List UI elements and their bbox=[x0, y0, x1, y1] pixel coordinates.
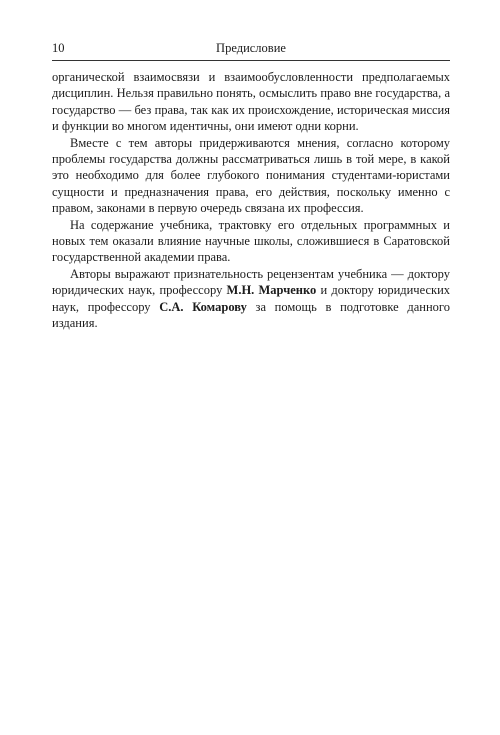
paragraph-4 bbox=[52, 266, 450, 332]
paragraph-4-part-3: за помощь в подготовке данного издания. bbox=[52, 299, 450, 331]
book-page bbox=[52, 40, 450, 332]
section-title: Предисловие bbox=[216, 41, 286, 55]
body-text bbox=[52, 69, 450, 332]
header-rule bbox=[52, 60, 450, 61]
paragraph-3: На содержание учебника, трактовку его отдельных программных и новых тем оказали влияние научные школы, сложившиеся в Саратовской государственной академии права. bbox=[52, 217, 450, 265]
running-header bbox=[52, 40, 450, 56]
paragraph-2: Вместе с тем авторы придерживаются мнения, согласно которому проблемы государства должны рассматриваться лишь в той мере, в какой это необходимо для более глубокого понимания студентами-юристами сущности и предназначения права, его действия, поскольку именно с правом, законами в первую очередь связана их профессия. bbox=[52, 135, 450, 216]
paragraph-4-part-2: и доктору юридических наук, профессору bbox=[52, 283, 451, 314]
paragraph-1: органической взаимосвязи и взаимообусловленности предполагаемых дисциплин. Нельзя правильно понять, осмыслить право вне государства, а государство — без права, так как их происхождение, историческая миссия и функции во многом идентичны, они имеют одни корни. bbox=[52, 70, 450, 134]
paragraph-4-part-1: Авторы выражают признательность рецензентам учебника — доктору юридических наук, профессору bbox=[52, 266, 450, 298]
page-number: 10 bbox=[52, 41, 65, 55]
reviewer-name-1: М.Н. Марченко bbox=[226, 283, 317, 298]
reviewer-name-2: С.А. Комарову bbox=[159, 299, 247, 314]
